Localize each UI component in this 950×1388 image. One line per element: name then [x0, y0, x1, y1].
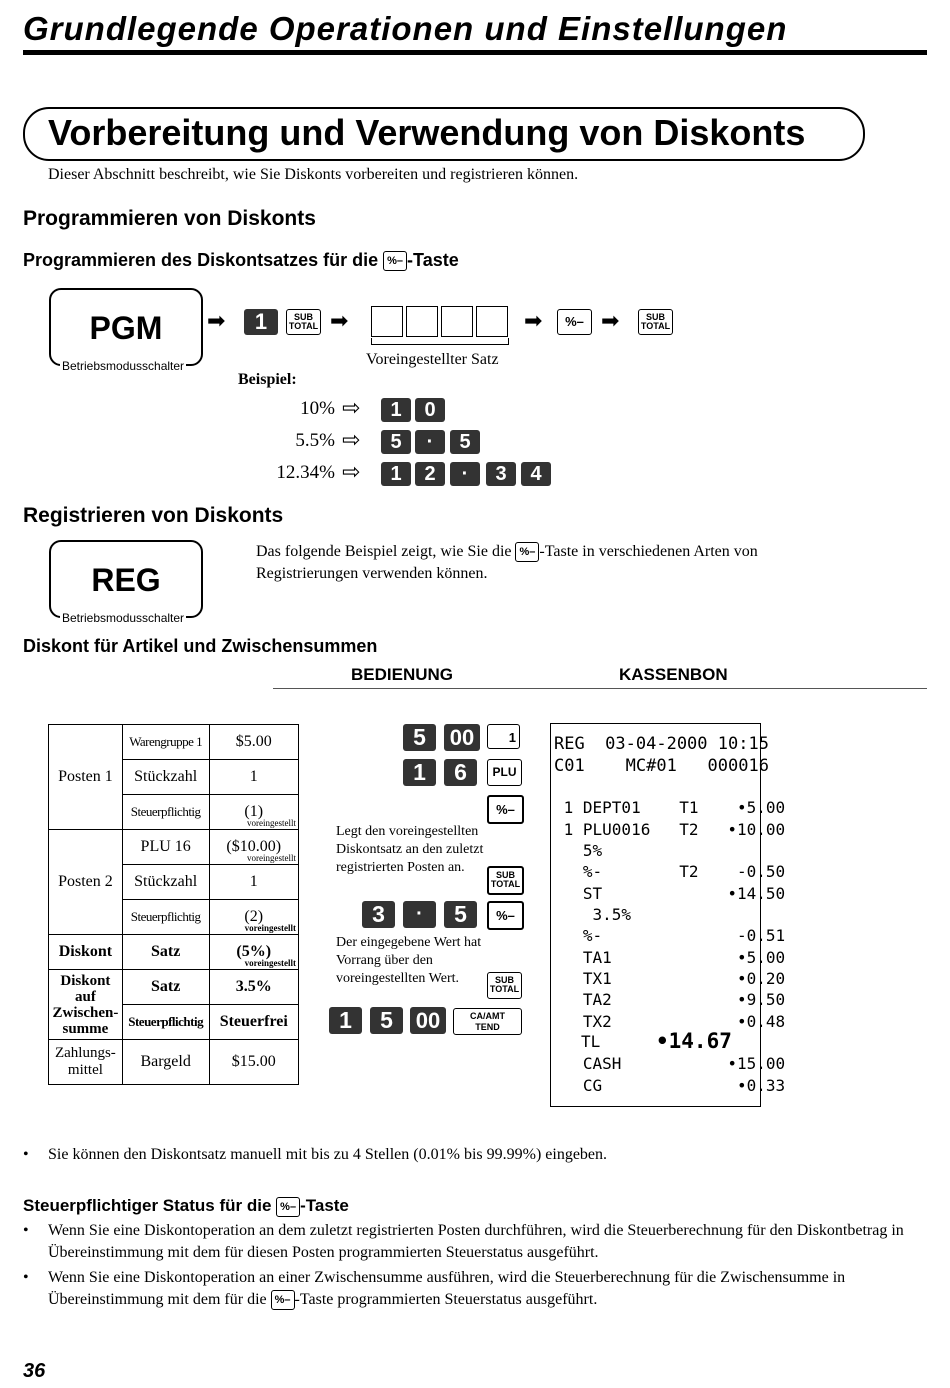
- reg-mode-switch: [49, 540, 203, 618]
- receipt-line: TX2 •0.48: [554, 1012, 786, 1031]
- arrow-icon: ➡: [524, 309, 543, 334]
- example-rate: 12.34%: [276, 462, 335, 483]
- zahlungsmittel-label: Zahlungs- mittel: [49, 1040, 123, 1085]
- key-1: 1: [403, 759, 436, 786]
- receipt-line: TX1 •0.20: [554, 969, 786, 988]
- key-1: 1: [329, 1007, 362, 1034]
- stueckzahl-label: Stückzahl: [122, 760, 209, 795]
- key: 3: [486, 462, 516, 486]
- example-rate: 10%: [300, 398, 335, 419]
- receipt-line: ST •14.50: [554, 884, 786, 903]
- warengruppe-value: $5.00: [209, 725, 298, 760]
- outline-arrow-icon: ⇨: [342, 428, 361, 453]
- note-override: Der eingegebene Wert hat Vorrang über den voreingestellten Wert.: [336, 935, 482, 986]
- satz-label: Satz: [122, 935, 209, 970]
- example-table: [48, 724, 299, 1085]
- registering-heading: Registrieren von Diskonts: [23, 504, 284, 527]
- percent-key-inline: %–: [515, 542, 539, 562]
- diskont-zwischensumme-label: Diskont auf Zwischen- summe: [49, 970, 123, 1040]
- receipt-line: 5%: [554, 841, 603, 860]
- receipt-line: REG 03-04-2000 10:15: [554, 734, 769, 754]
- bullet-icon: •: [23, 1269, 29, 1286]
- example-heading: Diskont für Artikel und Zwischensummen: [23, 636, 378, 656]
- page-title: Vorbereitung und Verwendung von Diskonts: [48, 112, 806, 153]
- receipt-line: %- -0.51: [554, 926, 786, 945]
- percent-minus-key: %–: [487, 795, 524, 824]
- diskont-value: (5%) voreingestellt: [209, 935, 298, 970]
- intro-text: Dieser Abschnitt beschreibt, wie Sie Diskonts vorbereiten und registrieren können.: [48, 166, 579, 183]
- registering-desc: Das folgende Beispiel zeigt, wie Sie die %– -Taste in verschiedenen Arten von Registrierungen verwenden können.: [256, 543, 758, 582]
- stueckzahl-value: 1: [209, 760, 298, 795]
- steuer-label: Steuerpflichtig: [122, 900, 209, 935]
- key: 5: [450, 430, 480, 454]
- posten2-label: Posten 2: [49, 830, 123, 935]
- key-6: 6: [444, 759, 477, 786]
- arrow-icon: ➡: [207, 309, 226, 334]
- receipt-line: %- T2 -0.50: [554, 862, 786, 881]
- satz-label: Satz: [122, 970, 209, 1005]
- reg-label: REG: [91, 562, 161, 598]
- programming-subheading: Programmieren des Diskontsatzes für die %– -Taste: [23, 250, 459, 270]
- plu-value: ($10.00) voreingestellt: [209, 830, 298, 865]
- key-5: 5: [403, 724, 436, 751]
- key-3: 3: [362, 901, 395, 928]
- header-rule: [23, 50, 927, 55]
- example-label: Beispiel:: [238, 371, 297, 388]
- digit-brace: [371, 338, 509, 345]
- note-subtotal-discount-tax: Wenn Sie eine Diskontoperation an einer Zwischensumme ausführen, wird die Steuerberechnung für die Zwischensumme in Übereinstimmung mit dem für die %– -Taste programmierten Steuerstatus ausgeführt.: [48, 1267, 918, 1311]
- receipt-line: CG •0.33: [554, 1076, 786, 1095]
- pgm-mode-switch: [49, 288, 203, 366]
- receipt: [550, 723, 786, 1107]
- zs-satz-value: 3.5%: [209, 970, 298, 1005]
- diskont-label: Diskont: [49, 935, 123, 970]
- programming-heading: Programmieren von Diskonts: [23, 207, 316, 230]
- digit-box: [406, 306, 438, 337]
- ca-amt-tend-key: CA/AMT TEND: [453, 1008, 522, 1035]
- key: 5: [381, 430, 411, 454]
- digit-box: [476, 306, 508, 337]
- preset-caption: Voreingestellter Satz: [366, 351, 499, 368]
- digit-box: [371, 306, 403, 337]
- dept-1-key: 1: [487, 724, 520, 749]
- receipt-line: 1 PLU0016 T2 •10.00: [554, 820, 786, 839]
- percent-key-inline: %–: [383, 251, 407, 271]
- subtotal-key: SUB TOTAL: [638, 309, 673, 335]
- subtotal-key: SUB TOTAL: [286, 309, 321, 335]
- plu-label: PLU 16: [122, 830, 209, 865]
- steuerfrei-value: Steuerfrei: [209, 1005, 298, 1040]
- receipt-line: CASH •15.00: [554, 1054, 786, 1073]
- key: 2: [415, 462, 445, 486]
- stueckzahl-value: 1: [209, 865, 298, 900]
- pgm-label: PGM: [89, 310, 163, 346]
- example-rate: 5.5%: [295, 430, 335, 451]
- receipt-line: 3.5%: [554, 905, 632, 924]
- key-5: 5: [370, 1007, 403, 1034]
- receipt-line: C01 MC#01 000016: [554, 756, 769, 776]
- stueckzahl-label: Stückzahl: [122, 865, 209, 900]
- key: ·: [415, 430, 445, 454]
- receipt-total-value: •14.67: [656, 1029, 732, 1053]
- bullet-icon: •: [23, 1146, 29, 1163]
- column-divider: [273, 688, 927, 689]
- arrow-icon: ➡: [601, 309, 620, 334]
- key-decimal: ·: [403, 901, 436, 928]
- note-item-discount-tax: Wenn Sie eine Diskontoperation an dem zuletzt registrierten Posten durchführen, wird die Steuerberechnung für den Diskontbetrag in Übereinstimmung mit dem für diesen Posten programmierten Steuerstatus ausgeführt.: [48, 1222, 904, 1261]
- percent-minus-key: %–: [557, 309, 592, 335]
- operation-column-label: BEDIENUNG: [351, 665, 454, 684]
- outline-arrow-icon: ⇨: [342, 396, 361, 421]
- note-preset: Legt den voreingestellten Diskontsatz an den zuletzt registrierten Posten an.: [336, 824, 484, 875]
- percent-minus-key: %–: [487, 901, 524, 930]
- steuer-label: Steuerpflichtig: [122, 1005, 209, 1040]
- arrow-icon: ➡: [330, 309, 349, 334]
- outline-arrow-icon: ⇨: [342, 460, 361, 485]
- subtotal-key: SUB TOTAL: [487, 972, 522, 999]
- warengruppe-label: Warengruppe 1: [122, 725, 209, 760]
- note-manual-rate: Sie können den Diskontsatz manuell mit bis zu 4 Stellen (0.01% bis 99.99%) eingeben.: [48, 1146, 608, 1163]
- steuer-label: Steuerpflichtig: [122, 795, 209, 830]
- key-00: 00: [410, 1007, 446, 1034]
- bargeld-value: $15.00: [209, 1040, 298, 1085]
- receipt-column-label: KASSENBON: [619, 665, 728, 684]
- key: 1: [381, 462, 411, 486]
- plu-key: PLU: [487, 759, 522, 786]
- receipt-line: TA2 •9.50: [554, 990, 786, 1009]
- posten1-label: Posten 1: [49, 725, 123, 830]
- receipt-total-label: TL: [581, 1032, 601, 1051]
- key: ·: [450, 462, 480, 486]
- percent-key-inline: %–: [276, 1197, 300, 1217]
- steuer-value: (2) voreingestellt: [209, 900, 298, 935]
- digit-box: [441, 306, 473, 337]
- key: 0: [415, 398, 445, 422]
- percent-key-inline: %–: [271, 1290, 295, 1310]
- reg-mode-caption: Betriebsmodusschalter: [62, 611, 185, 625]
- bargeld-label: Bargeld: [122, 1040, 209, 1085]
- receipt-line: 1 DEPT01 T1 •5.00: [554, 798, 786, 817]
- subtotal-key: SUB TOTAL: [487, 866, 524, 895]
- bullet-icon: •: [23, 1222, 29, 1239]
- page-number: 36: [23, 1360, 46, 1382]
- key: 1: [381, 398, 411, 422]
- key-00: 00: [444, 724, 480, 751]
- key-5: 5: [444, 901, 477, 928]
- tax-status-heading: Steuerpflichtiger Status für die %– -Taste: [23, 1196, 349, 1215]
- pgm-mode-caption: Betriebsmodusschalter: [62, 359, 185, 373]
- receipt-line: TA1 •5.00: [554, 948, 786, 967]
- steuer-value: (1) voreingestellt: [209, 795, 298, 830]
- section-header: Grundlegende Operationen und Einstellungen: [23, 10, 788, 47]
- key-1: 1: [244, 309, 278, 335]
- key: 4: [521, 462, 551, 486]
